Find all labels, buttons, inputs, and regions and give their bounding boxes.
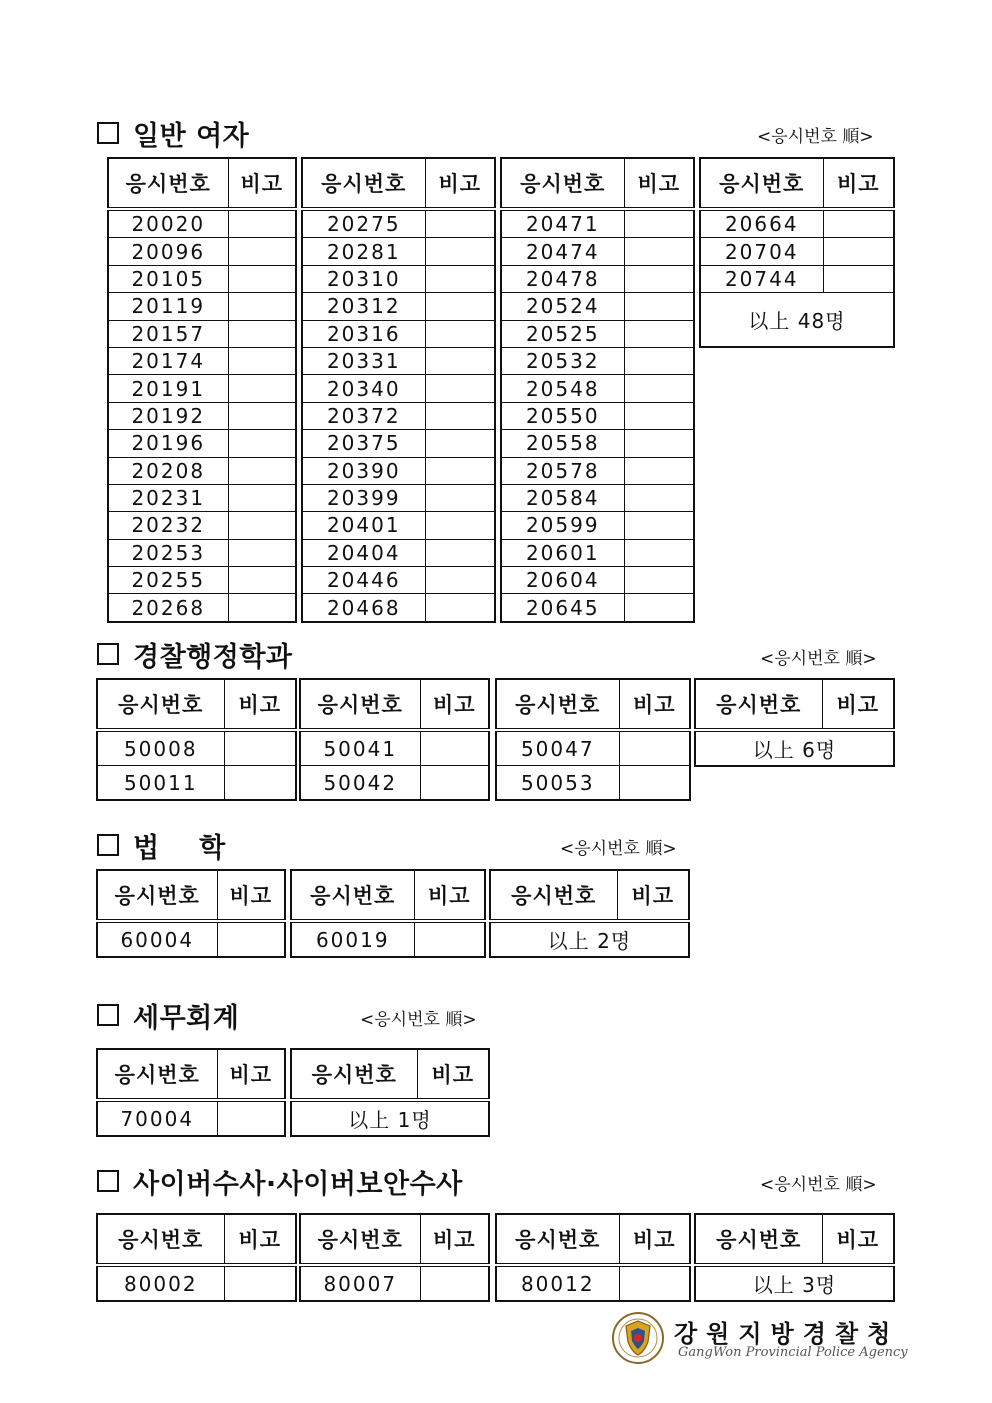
table-general-female-1 xyxy=(107,157,297,623)
note-cell xyxy=(425,238,495,265)
table-row xyxy=(97,1265,296,1301)
exam-number: 50011 xyxy=(97,766,224,801)
table-row xyxy=(501,402,694,429)
table-row xyxy=(302,402,495,429)
exam-number: 20281 xyxy=(302,238,425,265)
column-header-number: 응시번호 xyxy=(300,679,420,730)
table-row xyxy=(108,375,296,402)
table-header-row xyxy=(97,679,296,730)
table-row xyxy=(291,921,485,957)
exam-number: 20532 xyxy=(501,347,624,374)
table-row xyxy=(108,430,296,457)
column-header-number: 응시번호 xyxy=(695,1214,822,1265)
exam-number: 20548 xyxy=(501,375,624,402)
exam-number: 20524 xyxy=(501,293,624,320)
note-cell xyxy=(228,539,296,566)
table-header-row xyxy=(97,1049,285,1100)
table-row xyxy=(97,921,285,957)
note-cell xyxy=(217,1100,285,1136)
exam-number: 20119 xyxy=(108,293,228,320)
exam-number: 20231 xyxy=(108,484,228,511)
total-row xyxy=(695,730,894,766)
police-emblem-icon xyxy=(612,1312,664,1364)
exam-number: 70004 xyxy=(97,1100,217,1136)
exam-number: 20375 xyxy=(302,430,425,457)
table-row xyxy=(108,402,296,429)
exam-number: 20478 xyxy=(501,265,624,292)
note-cell xyxy=(425,375,495,402)
column-header-note: 비고 xyxy=(823,158,894,209)
table-row xyxy=(700,238,894,265)
exam-number: 20584 xyxy=(501,484,624,511)
table-header-row xyxy=(302,158,495,209)
exam-number: 20664 xyxy=(700,209,823,238)
note-cell xyxy=(624,293,694,320)
table-row xyxy=(496,730,690,766)
table-cyber-2 xyxy=(299,1213,490,1302)
table-police-admin-1 xyxy=(96,678,297,801)
table-row xyxy=(108,209,296,238)
column-header-number: 응시번호 xyxy=(97,679,224,730)
exam-number: 50047 xyxy=(496,730,619,766)
exam-number: 20744 xyxy=(700,265,823,292)
note-cell xyxy=(217,921,285,957)
column-header-number: 응시번호 xyxy=(501,158,624,209)
table-row xyxy=(108,512,296,539)
table-general-female-2 xyxy=(301,157,496,623)
table-row xyxy=(501,209,694,238)
exam-number: 80002 xyxy=(97,1265,224,1301)
note-cell xyxy=(228,293,296,320)
table-cyber-total xyxy=(694,1213,895,1302)
total-count: 以上 48명 xyxy=(700,293,894,348)
note-cell xyxy=(624,594,694,622)
total-count: 以上 6명 xyxy=(695,730,894,766)
section-title-cyber: 사이버수사·사이버보안수사 xyxy=(97,1162,463,1201)
table-row xyxy=(108,594,296,622)
section-title-law: 법 학 xyxy=(97,826,226,865)
table-header-row xyxy=(695,1214,894,1265)
table-tax-accounting-total xyxy=(290,1048,490,1137)
table-row xyxy=(300,766,489,801)
order-note: <응시번호 順> xyxy=(560,839,677,859)
note-cell xyxy=(228,320,296,347)
exam-number: 20096 xyxy=(108,238,228,265)
checkbox-square-icon xyxy=(97,1004,119,1026)
footer-agency xyxy=(612,1312,908,1364)
total-count: 以上 3명 xyxy=(695,1265,894,1301)
exam-number: 20604 xyxy=(501,567,624,594)
column-header-note: 비고 xyxy=(417,1049,489,1100)
table-row xyxy=(501,457,694,484)
column-header-number: 응시번호 xyxy=(496,1214,619,1265)
note-cell xyxy=(425,567,495,594)
note-cell xyxy=(823,209,894,238)
note-cell xyxy=(425,265,495,292)
table-header-row xyxy=(291,870,485,921)
note-cell xyxy=(228,594,296,622)
table-row xyxy=(501,594,694,622)
table-row xyxy=(108,457,296,484)
table-row xyxy=(302,265,495,292)
checkbox-square-icon xyxy=(97,643,119,665)
column-header-note: 비고 xyxy=(822,679,894,730)
column-header-note: 비고 xyxy=(228,158,296,209)
table-row xyxy=(501,293,694,320)
note-cell xyxy=(425,402,495,429)
table-row xyxy=(97,766,296,801)
note-cell xyxy=(624,347,694,374)
exam-number: 20446 xyxy=(302,567,425,594)
exam-number: 20208 xyxy=(108,457,228,484)
exam-number: 20174 xyxy=(108,347,228,374)
table-row xyxy=(108,238,296,265)
note-cell xyxy=(624,265,694,292)
note-cell xyxy=(624,567,694,594)
table-header-row xyxy=(300,679,489,730)
note-cell xyxy=(228,567,296,594)
note-cell xyxy=(624,512,694,539)
total-count: 以上 1명 xyxy=(291,1100,489,1136)
table-row xyxy=(302,430,495,457)
note-cell xyxy=(624,457,694,484)
note-cell xyxy=(228,457,296,484)
column-header-note: 비고 xyxy=(624,158,694,209)
note-cell xyxy=(228,430,296,457)
note-cell xyxy=(619,1265,690,1301)
table-header-row xyxy=(496,1214,690,1265)
exam-number: 20196 xyxy=(108,430,228,457)
table-row xyxy=(501,320,694,347)
table-row xyxy=(501,347,694,374)
table-row xyxy=(501,567,694,594)
table-police-admin-3 xyxy=(495,678,691,801)
exam-number: 20232 xyxy=(108,512,228,539)
agency-name-korean: 강원지방경찰청 xyxy=(674,1320,900,1348)
note-cell xyxy=(420,766,489,801)
note-cell xyxy=(224,766,296,801)
column-header-note: 비고 xyxy=(425,158,495,209)
exam-number: 20601 xyxy=(501,539,624,566)
note-cell xyxy=(425,484,495,511)
exam-number: 20578 xyxy=(501,457,624,484)
exam-number: 20340 xyxy=(302,375,425,402)
table-header-row xyxy=(97,870,285,921)
column-header-number: 응시번호 xyxy=(700,158,823,209)
table-row xyxy=(302,484,495,511)
note-cell xyxy=(624,238,694,265)
column-header-number: 응시번호 xyxy=(490,870,617,921)
column-header-note: 비고 xyxy=(414,870,485,921)
exam-number: 20105 xyxy=(108,265,228,292)
exam-number: 60019 xyxy=(291,921,414,957)
note-cell xyxy=(624,484,694,511)
total-count: 以上 2명 xyxy=(490,921,689,957)
note-cell xyxy=(425,594,495,622)
exam-number: 20312 xyxy=(302,293,425,320)
table-row xyxy=(302,320,495,347)
table-row xyxy=(302,567,495,594)
section-title-police-admin: 경찰행정학과 xyxy=(97,635,293,674)
column-header-note: 비고 xyxy=(224,1214,296,1265)
note-cell xyxy=(619,766,690,801)
table-row xyxy=(496,766,690,801)
note-cell xyxy=(414,921,485,957)
column-header-number: 응시번호 xyxy=(496,679,619,730)
table-police-admin-total xyxy=(694,678,895,767)
column-header-number: 응시번호 xyxy=(97,1049,217,1100)
exam-number: 20550 xyxy=(501,402,624,429)
total-row xyxy=(695,1265,894,1301)
table-cyber-3 xyxy=(495,1213,691,1302)
table-row xyxy=(700,209,894,238)
note-cell xyxy=(224,730,296,766)
column-header-note: 비고 xyxy=(619,1214,690,1265)
note-cell xyxy=(624,375,694,402)
table-row xyxy=(108,567,296,594)
table-row xyxy=(108,539,296,566)
exam-number: 50008 xyxy=(97,730,224,766)
note-cell xyxy=(425,539,495,566)
exam-number: 20474 xyxy=(501,238,624,265)
exam-number: 20253 xyxy=(108,539,228,566)
table-row xyxy=(302,539,495,566)
total-row xyxy=(700,293,894,348)
column-header-note: 비고 xyxy=(420,1214,489,1265)
note-cell xyxy=(619,730,690,766)
column-header-number: 응시번호 xyxy=(108,158,228,209)
exam-number: 50041 xyxy=(300,730,420,766)
table-row xyxy=(302,347,495,374)
table-row xyxy=(108,293,296,320)
note-cell xyxy=(228,347,296,374)
column-header-number: 응시번호 xyxy=(291,1049,417,1100)
column-header-note: 비고 xyxy=(617,870,689,921)
note-cell xyxy=(624,402,694,429)
column-header-note: 비고 xyxy=(822,1214,894,1265)
table-row xyxy=(501,238,694,265)
table-header-row xyxy=(501,158,694,209)
note-cell xyxy=(224,1265,296,1301)
table-law-2 xyxy=(290,869,486,958)
table-row xyxy=(496,1265,690,1301)
table-row xyxy=(501,430,694,457)
column-header-number: 응시번호 xyxy=(302,158,425,209)
exam-number: 20471 xyxy=(501,209,624,238)
column-header-note: 비고 xyxy=(217,1049,285,1100)
table-general-female-4 xyxy=(699,157,895,348)
exam-number: 80012 xyxy=(496,1265,619,1301)
exam-number: 50053 xyxy=(496,766,619,801)
total-row xyxy=(490,921,689,957)
section-title-general-female: 일반 여자 xyxy=(97,114,249,153)
table-cyber-1 xyxy=(96,1213,297,1302)
table-header-row xyxy=(300,1214,489,1265)
exam-number: 60004 xyxy=(97,921,217,957)
note-cell xyxy=(228,402,296,429)
table-tax-accounting-1 xyxy=(96,1048,286,1137)
note-cell xyxy=(425,347,495,374)
exam-number: 20310 xyxy=(302,265,425,292)
note-cell xyxy=(624,320,694,347)
table-header-row xyxy=(700,158,894,209)
table-header-row xyxy=(291,1049,489,1100)
table-row xyxy=(302,238,495,265)
exam-number: 20558 xyxy=(501,430,624,457)
exam-number: 20704 xyxy=(700,238,823,265)
table-row xyxy=(108,265,296,292)
exam-number: 20645 xyxy=(501,594,624,622)
exam-number: 20275 xyxy=(302,209,425,238)
note-cell xyxy=(823,265,894,292)
table-row xyxy=(300,730,489,766)
note-cell xyxy=(420,1265,489,1301)
exam-number: 20192 xyxy=(108,402,228,429)
exam-number: 20255 xyxy=(108,567,228,594)
table-law-1 xyxy=(96,869,286,958)
column-header-note: 비고 xyxy=(217,870,285,921)
section-title-tax-accounting: 세무회계 xyxy=(97,996,239,1035)
table-row xyxy=(501,265,694,292)
exam-number: 50042 xyxy=(300,766,420,801)
column-header-note: 비고 xyxy=(420,679,489,730)
exam-number: 20525 xyxy=(501,320,624,347)
column-header-number: 응시번호 xyxy=(695,679,822,730)
table-row xyxy=(302,209,495,238)
exam-number: 20390 xyxy=(302,457,425,484)
note-cell xyxy=(228,238,296,265)
table-row xyxy=(302,457,495,484)
table-row xyxy=(97,730,296,766)
note-cell xyxy=(425,457,495,484)
exam-number: 20401 xyxy=(302,512,425,539)
order-note: <응시번호 順> xyxy=(760,649,877,669)
total-row xyxy=(291,1100,489,1136)
column-header-number: 응시번호 xyxy=(291,870,414,921)
table-header-row xyxy=(97,1214,296,1265)
table-row xyxy=(108,320,296,347)
note-cell xyxy=(228,512,296,539)
exam-number: 20399 xyxy=(302,484,425,511)
note-cell xyxy=(228,484,296,511)
checkbox-square-icon xyxy=(97,122,119,144)
table-row xyxy=(108,347,296,374)
table-row xyxy=(108,484,296,511)
note-cell xyxy=(624,430,694,457)
table-row xyxy=(97,1100,285,1136)
exam-number: 20157 xyxy=(108,320,228,347)
exam-number: 20468 xyxy=(302,594,425,622)
note-cell xyxy=(425,320,495,347)
column-header-note: 비고 xyxy=(619,679,690,730)
exam-number: 20404 xyxy=(302,539,425,566)
note-cell xyxy=(425,512,495,539)
table-row xyxy=(302,293,495,320)
table-row xyxy=(302,375,495,402)
exam-number: 20331 xyxy=(302,347,425,374)
note-cell xyxy=(228,375,296,402)
note-cell xyxy=(425,430,495,457)
agency-name-english: GangWon Provincial Police Agency xyxy=(678,1345,908,1360)
note-cell xyxy=(624,209,694,238)
table-row xyxy=(302,512,495,539)
exam-number: 20372 xyxy=(302,402,425,429)
order-note: <응시번호 順> xyxy=(760,1175,877,1195)
table-row xyxy=(501,375,694,402)
exam-number: 20268 xyxy=(108,594,228,622)
table-header-row xyxy=(695,679,894,730)
exam-number: 20599 xyxy=(501,512,624,539)
checkbox-square-icon xyxy=(97,1170,119,1192)
note-cell xyxy=(425,293,495,320)
exam-number: 20020 xyxy=(108,209,228,238)
order-note: <응시번호 順> xyxy=(360,1010,477,1030)
note-cell xyxy=(425,209,495,238)
exam-number: 20191 xyxy=(108,375,228,402)
order-note: <응시번호 順> xyxy=(757,127,874,147)
exam-number: 20316 xyxy=(302,320,425,347)
column-header-number: 응시번호 xyxy=(97,1214,224,1265)
table-header-row xyxy=(490,870,689,921)
note-cell xyxy=(823,238,894,265)
table-header-row xyxy=(108,158,296,209)
note-cell xyxy=(228,265,296,292)
table-row xyxy=(302,594,495,622)
table-row xyxy=(300,1265,489,1301)
note-cell xyxy=(624,539,694,566)
column-header-number: 응시번호 xyxy=(300,1214,420,1265)
table-law-total xyxy=(489,869,690,958)
note-cell xyxy=(228,209,296,238)
table-row xyxy=(700,265,894,292)
exam-number: 80007 xyxy=(300,1265,420,1301)
checkbox-square-icon xyxy=(97,834,119,856)
table-row xyxy=(501,512,694,539)
table-header-row xyxy=(496,679,690,730)
column-header-note: 비고 xyxy=(224,679,296,730)
column-header-number: 응시번호 xyxy=(97,870,217,921)
table-row xyxy=(501,484,694,511)
note-cell xyxy=(420,730,489,766)
table-general-female-3 xyxy=(500,157,695,623)
table-police-admin-2 xyxy=(299,678,490,801)
table-row xyxy=(501,539,694,566)
